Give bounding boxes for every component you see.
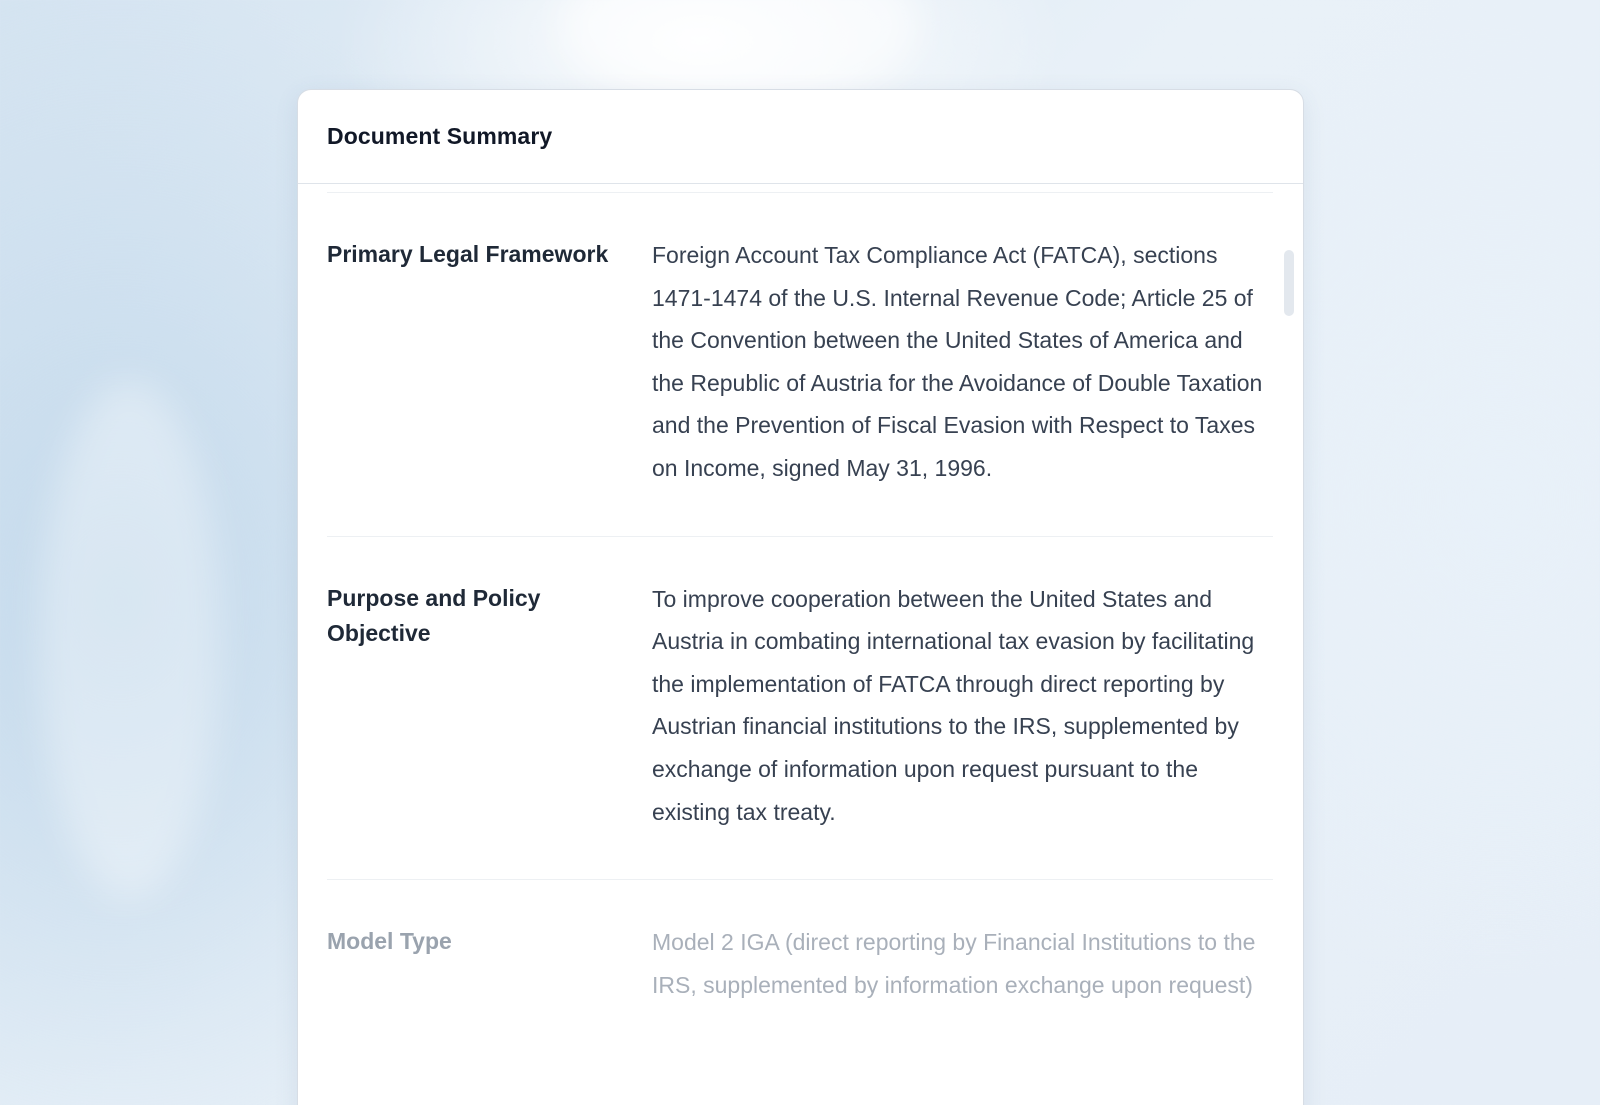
row-value: Foreign Account Tax Compliance Act (FATCA), sections 1471-1474 of the U.S. Internal Revenue Code; Article 25 of the Convention between the United States of America and the Republic of Austria for the Avoidance of Double Taxation and the Prevention of Fiscal Evasion with Respect to Taxes on Income, signed May 31, 1996. <box>652 242 1263 481</box>
row-label: Purpose and Policy Objective <box>327 584 541 646</box>
summary-row-model-type <box>327 880 1273 1052</box>
row-label: Model Type <box>327 928 452 955</box>
background-highlight <box>40 380 220 900</box>
summary-row-purpose <box>327 537 1273 881</box>
card-header <box>298 90 1303 184</box>
card-title: Document Summary <box>327 123 553 149</box>
summary-list[interactable] <box>298 192 1303 1052</box>
row-value: Model 2 IGA (direct reporting by Financial Institutions to the IRS, supplemented by information exchange upon request) <box>652 929 1256 998</box>
row-value: To improve cooperation between the United States and Austria in combating international tax evasion by facilitating the implementation of FATCA through direct reporting by Austrian financial institutions to the IRS, supplemented by exchange of information upon request pursuant to the existing tax treaty. <box>652 585 1255 825</box>
summary-row-legal-framework <box>327 193 1273 537</box>
document-summary-card <box>297 89 1304 1105</box>
row-label: Primary Legal Framework <box>327 241 609 267</box>
scrollbar-thumb[interactable] <box>1284 250 1294 316</box>
